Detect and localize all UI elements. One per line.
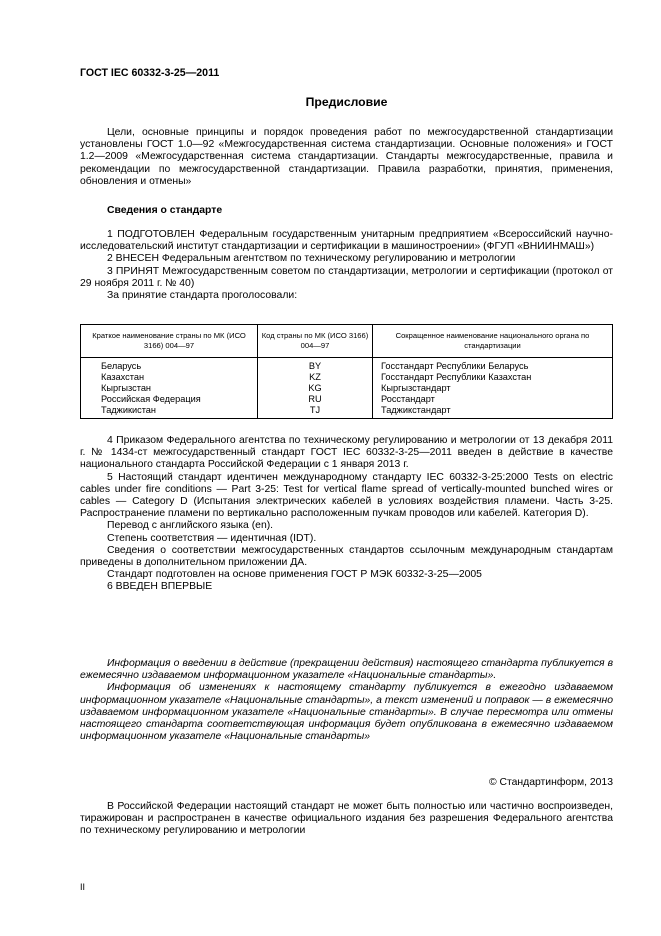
intro-section xyxy=(80,127,613,188)
table-header-row xyxy=(81,325,613,358)
table-row xyxy=(81,383,613,394)
item-1: 1 ПОДГОТОВЛЕН Федеральным государственным унитарным предприятием «Всероссийский научно-исследовательский институт стандартизации и сертификации в машиностроении» (ФГУП «ВНИИНМАШ») xyxy=(80,229,613,253)
info-section-heading-wrap xyxy=(80,205,613,217)
table-cell-country: Кыргызстан xyxy=(81,383,258,394)
table-cell-country: Беларусь xyxy=(81,358,258,373)
item-5-degree: Степень соответствия — идентичная (IDT). xyxy=(107,532,317,544)
item-5-info: Сведения о соответствии межгосударственных стандартов ссылочным международным стандартам приведены в дополнительном приложении ДА. xyxy=(80,544,613,569)
table-cell-code: TJ xyxy=(258,405,373,419)
table-cell-org: Росстандарт xyxy=(373,394,613,405)
table-header-org: Сокращенное наименование национального органа по стандартизации xyxy=(373,325,613,358)
table-cell-code: RU xyxy=(258,394,373,405)
table-row xyxy=(81,372,613,383)
table-cell-code: BY xyxy=(258,358,373,373)
intro-paragraph: Цели, основные принципы и порядок проведения работ по межгосударственной стандартизации установлены ГОСТ 1.0—92 «Межгосударственная система стандартизации. Основные положения» и ГОСТ 1.2—2009 «Межгосударственная система стандартизации. Стандарты межгосударственные, правила и рекомендации по межгосударственной стандартизации. Правила разработки, принятия, применения, обновления и отмены» xyxy=(80,127,613,187)
rights-section xyxy=(80,801,613,838)
table-header-code: Код страны по МК (ИСО 3166) 004—97 xyxy=(258,325,373,358)
page-number: II xyxy=(80,882,86,892)
table-cell-org: Госстандарт Республики Беларусь xyxy=(373,358,613,373)
table-header-country: Краткое наименование страны по МК (ИСО 3166) 004—97 xyxy=(81,325,258,358)
item-5-basis: Стандарт подготовлен на основе применения ГОСТ Р МЭК 60332-3-25—2005 xyxy=(107,569,482,581)
info-items-bottom xyxy=(80,435,613,594)
table-cell-code: KG xyxy=(258,383,373,394)
notice-paragraph-1: Информация о введении в действие (прекращении действия) настоящего стандарта публикуется в ежемесячно издаваемом информационном указателе «Национальные стандарты». xyxy=(80,658,613,682)
table-row xyxy=(81,358,613,373)
voting-table xyxy=(80,324,613,419)
notice-section xyxy=(80,658,613,743)
table-cell-org: Госстандарт Республики Казахстан xyxy=(373,372,613,383)
table-cell-org: Кыргызстандарт xyxy=(373,383,613,394)
table-cell-code: KZ xyxy=(258,372,373,383)
item-3-vote: За принятие стандарта проголосовали: xyxy=(107,290,298,302)
item-6: 6 ВВЕДЕН ВПЕРВЫЕ xyxy=(107,581,213,593)
notice-paragraph-2: Информация об изменениях к настоящему стандарту публикуется в ежегодно издаваемом информационном указателе «Национальные стандарты», а текст изменений и поправок — в ежемесячно издаваемом информационном указателе «Национальные стандарты». В случае пересмотра или отмены настоящего стандарта соответствующая информация будет опубликована в ежемесячно издаваемом информационном указателе «Национальные стандарты» xyxy=(80,682,613,743)
page-title: Предисловие xyxy=(305,95,388,109)
document-page xyxy=(80,0,613,936)
info-items-top xyxy=(80,229,613,302)
document-code-header: ГОСТ IEC 60332-3-25—2011 xyxy=(80,67,220,79)
table-cell-country: Таджикистан xyxy=(81,405,258,419)
info-section-heading: Сведения о стандарте xyxy=(107,205,223,216)
table-cell-country: Казахстан xyxy=(81,372,258,383)
rights-paragraph: В Российской Федерации настоящий стандарт не может быть полностью или частично воспроизведен, тиражирован и распространен в качестве официального издания без разрешения Федерального агентства по техническому регулированию и метрологии xyxy=(80,801,613,837)
table-row xyxy=(81,405,613,419)
item-5: 5 Настоящий стандарт идентичен международному стандарту IEC 60332-3-25:2000 Tests on electric cables under fire conditions — Part 3-25: Test for vertical flame spread of vertically-mounted bunched wires or cables — Category D (Испытания электрических кабелей в условиях воздействия пламени. Часть 3-25. Распространение пламени по вертикально расположенным пучкам проводов или кабелей. Категория D). xyxy=(80,471,613,520)
table-cell-org: Таджикстандарт xyxy=(373,405,613,419)
item-3: 3 ПРИНЯТ Межгосударственным советом по стандартизации, метрологии и сертификации (протокол от 29 ноября 2011 г. № 40) xyxy=(80,265,613,289)
table-row xyxy=(81,394,613,405)
copyright-line: © Стандартинформ, 2013 xyxy=(488,777,613,788)
table-cell-country: Российская Федерация xyxy=(81,394,258,405)
item-5-language: Перевод с английского языка (en). xyxy=(107,520,274,532)
item-4: 4 Приказом Федерального агентства по техническому регулированию и метрологии от 13 декабря 2011 г. № 1434-ст межгосударственный стандарт ГОСТ IEC 60332-3-25—2011 введен в действие в качестве национального стандарта Российской Федерации с 1 января 2013 г. xyxy=(80,435,613,471)
item-2: 2 ВНЕСЕН Федеральным агентством по техническому регулированию и метрологии xyxy=(107,253,516,265)
